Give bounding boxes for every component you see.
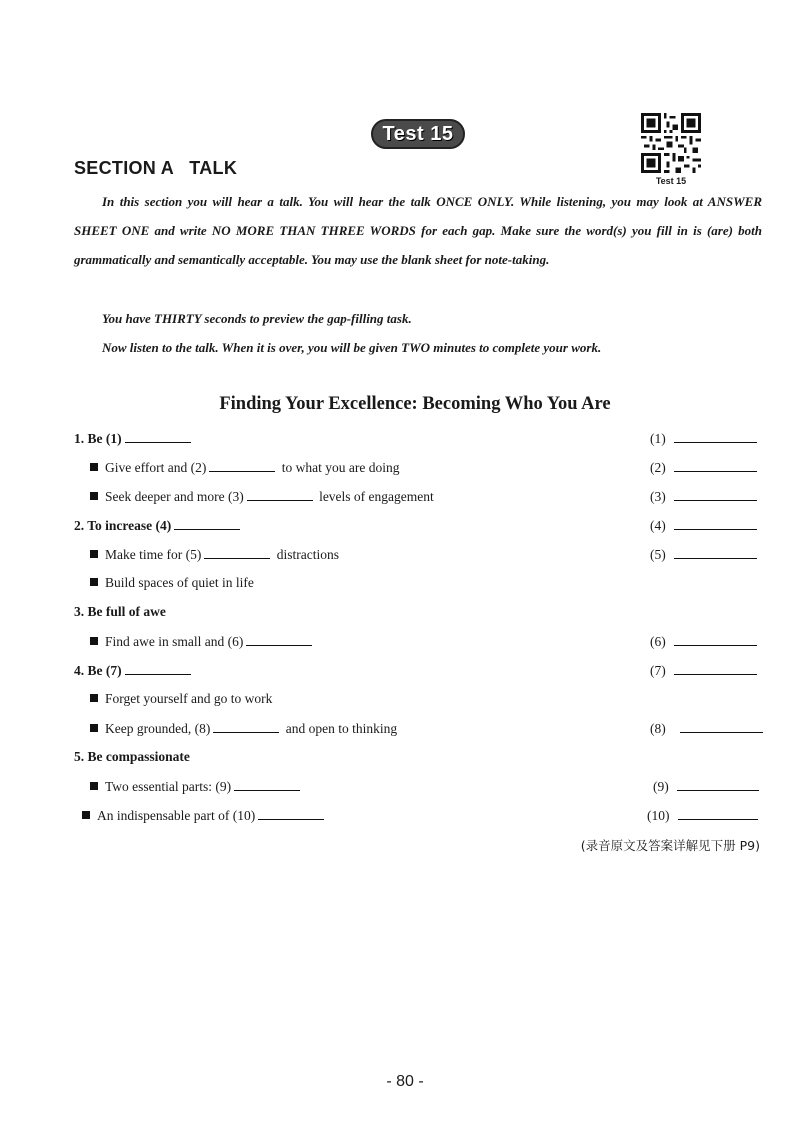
answer-number: (1): [650, 431, 666, 446]
section-title: SECTION A TALK: [74, 158, 238, 178]
row-text-after: and open to thinking: [285, 721, 398, 736]
qr-caption: Test 15: [655, 176, 687, 186]
gap-blank: [125, 430, 191, 443]
answer-line[interactable]: [674, 517, 757, 530]
row-text: 4. Be (7): [74, 663, 122, 678]
listen-instruction: [74, 333, 762, 362]
gap-blank: [204, 546, 270, 559]
outline-row: [0, 633, 800, 655]
answer-line[interactable]: [674, 662, 757, 675]
outline-row: [0, 517, 800, 539]
bullet-square-icon: [90, 550, 98, 558]
gap-blank: [213, 720, 279, 733]
row-text: Keep grounded, (8): [105, 721, 211, 736]
answer-line[interactable]: [674, 633, 757, 646]
row-text-after: to what you are doing: [281, 460, 400, 475]
row-text: Make time for (5): [105, 547, 202, 562]
row-text: An indispensable part of (10): [97, 808, 256, 823]
gap-blank: [125, 662, 191, 675]
gap-blank: [234, 778, 300, 791]
row-text: Seek deeper and more (3): [105, 489, 244, 504]
bullet-square-icon: [90, 782, 98, 790]
gap-blank: [247, 488, 313, 501]
outline-row: [0, 749, 800, 771]
row-text: Two essential parts: (9): [105, 779, 232, 794]
answer-number: (4): [650, 518, 666, 533]
bullet-square-icon: [90, 694, 98, 702]
answer-line[interactable]: [674, 546, 757, 559]
outline-row: [0, 546, 800, 568]
row-text-after: distractions: [276, 547, 339, 562]
row-text: Forget yourself and go to work: [105, 691, 273, 706]
answer-line[interactable]: [674, 430, 757, 443]
listen-text: Now listen to the talk. When it is over, you will be given TWO minutes to complete your work.: [102, 340, 602, 355]
instructions-text: In this section you will hear a talk. You will hear the talk ONCE ONLY. While listening, you may look at ANSWER SHEET ONE and write NO MORE THAN THREE WORDS for each gap. Make sure the word(s) you fill in is (are) both grammatically and semantically acceptable. You may use the blank sheet for note-taking.: [74, 194, 762, 267]
page-number: - 80 -: [386, 1073, 424, 1090]
answer-reference-note: (录音原文及答案详解见下册 P9): [580, 838, 760, 853]
outline-row: [0, 575, 800, 597]
test-badge-label: Test 15: [382, 122, 454, 145]
row-text: 5. Be compassionate: [74, 749, 190, 764]
outline-row: [0, 488, 800, 510]
answer-number: (2): [650, 460, 666, 475]
answer-line[interactable]: [674, 459, 757, 472]
gap-blank: [174, 517, 240, 530]
row-text: 1. Be (1): [74, 431, 122, 446]
outline-row: [0, 604, 800, 626]
test-badge: [371, 119, 465, 149]
instructions-paragraph: [74, 187, 762, 274]
bullet-square-icon: [90, 637, 98, 645]
outline-row: [0, 662, 800, 684]
outline-row: [0, 807, 800, 829]
gap-blank: [246, 633, 312, 646]
outline-row: [0, 459, 800, 481]
bullet-square-icon: [82, 811, 90, 819]
answer-number: (9): [653, 779, 669, 794]
answer-number: (6): [650, 634, 666, 649]
row-text-after: levels of engagement: [319, 489, 434, 504]
answer-line[interactable]: [677, 778, 759, 791]
answer-line[interactable]: [680, 720, 763, 733]
bullet-square-icon: [90, 463, 98, 471]
answer-number: (5): [650, 547, 666, 562]
preview-instruction: [74, 304, 762, 333]
row-text: Give effort and (2): [105, 460, 207, 475]
row-text: 2. To increase (4): [74, 518, 172, 533]
outline-row: [0, 430, 800, 452]
gap-blank: [258, 807, 324, 820]
row-text: 3. Be full of awe: [74, 604, 166, 619]
outline-row: [0, 720, 800, 742]
answer-line[interactable]: [674, 488, 757, 501]
gap-blank: [209, 459, 275, 472]
bullet-square-icon: [90, 492, 98, 500]
answer-line[interactable]: [678, 807, 758, 820]
answer-number: (7): [650, 663, 666, 678]
outline-row: [0, 778, 800, 800]
answer-number: (10): [647, 808, 670, 823]
row-text: Build spaces of quiet in life: [105, 575, 254, 590]
outline-title: Finding Your Excellence: Becoming Who You Are: [219, 394, 611, 414]
bullet-square-icon: [90, 724, 98, 732]
bullet-square-icon: [90, 578, 98, 586]
row-text: Find awe in small and (6): [105, 634, 244, 649]
preview-text: You have THIRTY seconds to preview the gap-filling task.: [102, 311, 412, 326]
outline-row: [0, 691, 800, 713]
answer-number: (3): [650, 489, 666, 504]
qr-code-icon: [641, 113, 701, 173]
answer-number: (8): [650, 721, 666, 736]
